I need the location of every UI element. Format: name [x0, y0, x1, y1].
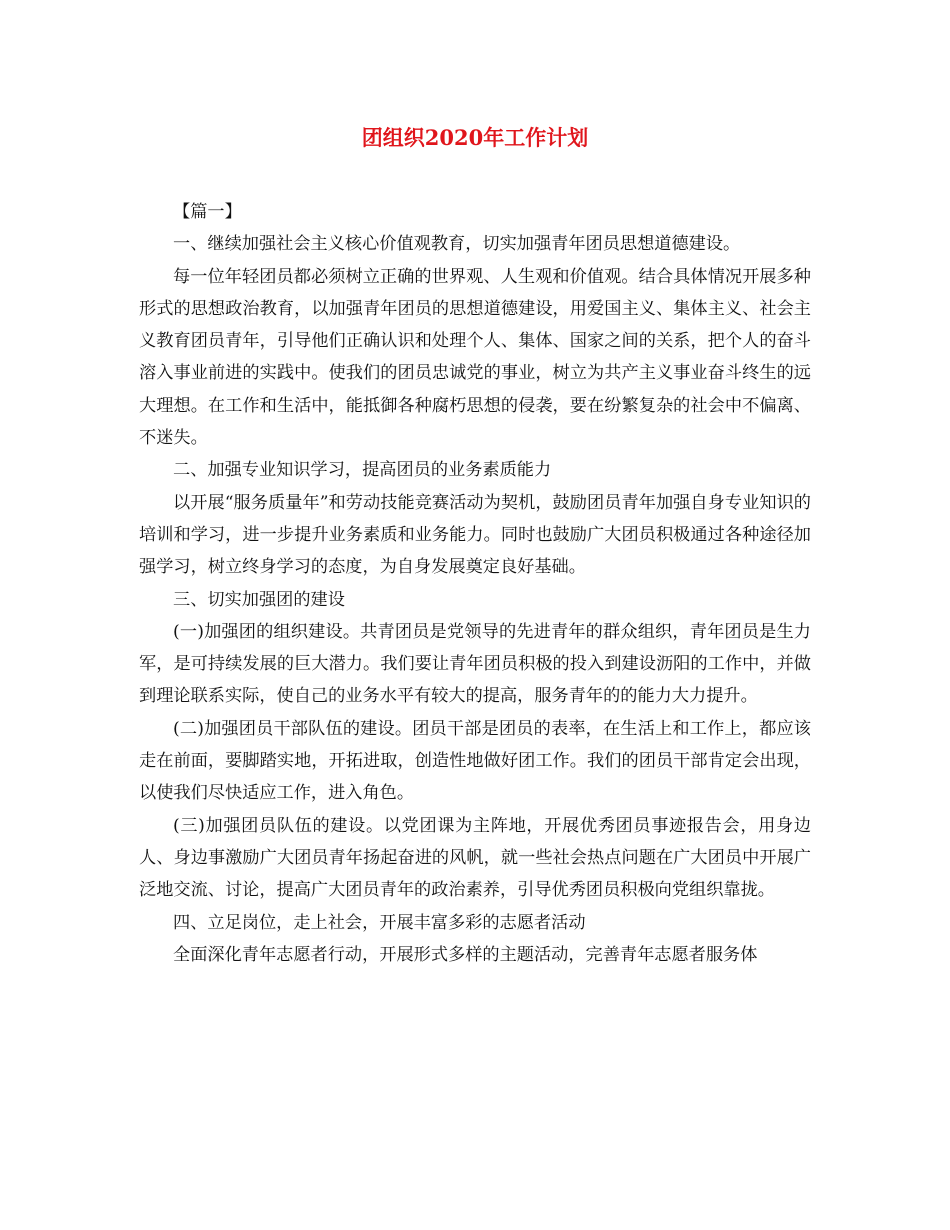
- paragraph-1: 每一位年轻团员都必须树立正确的世界观、人生观和价值观。结合具体情况开展多种形式的思想政治教育，以加强青年团员的思想道德建设，用爱国主义、集体主义、社会主义教育团员青年，引导他们正确认识和处理个人、集体、国家之间的关系，把个人的奋斗溶入事业前进的实践中。使我们的团员忠诚党的事业，树立为共产主义事业奋斗终生的远大理想。在工作和生活中，能抵御各种腐朽思想的侵袭，要在纷繁复杂的社会中不偏离、不迷失。: [139, 266, 811, 449]
- document-title: 团组织2020年工作计划: [361, 125, 589, 150]
- heading-4: 四、立足岗位，走上社会，开展丰富多彩的志愿者活动: [173, 912, 586, 933]
- heading-1: 一、继续加强社会主义核心价值观教育，切实加强青年团员思想道德建设。: [173, 234, 741, 255]
- paragraph-4: 全面深化青年志愿者行动，开展形式多样的主题活动，完善青年志愿者服务体: [173, 944, 758, 965]
- paragraph-2: 以开展“服务质量年”和劳动技能竞赛活动为契机，鼓励团员青年加强自身专业知识的培训和学习，进一步提升业务素质和业务能力。同时也鼓励广大团员积极通过各种途径加强学习，树立终身学习的态度，为自身发展奠定良好基础。: [139, 492, 811, 578]
- paragraph-3-3: (三)加强团员队伍的建设。以党团课为主阵地，开展优秀团员事迹报告会，用身边人、身边事激励广大团员青年扬起奋进的风帆，就一些社会热点问题在广大团员中开展广泛地交流、讨论，提高广大团员青年的政治素养，引导优秀团员积极向党组织靠拢。: [139, 815, 811, 901]
- section-label: 【篇一】: [173, 202, 242, 222]
- heading-3: 三、切实加强团的建设: [173, 589, 345, 610]
- paragraph-3-1: (一)加强团的组织建设。共青团员是党领导的先进青年的群众组织，青年团员是生力军，是可持续发展的巨大潜力。我们要让青年团员积极的投入到建设沥阳的工作中，并做到理论联系实际，使自己的业务水平有较大的提高，服务青年的的能力大力提升。: [139, 621, 811, 707]
- paragraph-3-2: (二)加强团员干部队伍的建设。团员干部是团员的表率，在生活上和工作上，都应该走在前面，要脚踏实地，开拓进取，创造性地做好团工作。我们的团员干部肯定会出现，以使我们尽快适应工作，进入角色。: [139, 718, 811, 804]
- heading-2: 二、加强专业知识学习，提高团员的业务素质能力: [173, 460, 552, 481]
- document-body: [139, 196, 811, 971]
